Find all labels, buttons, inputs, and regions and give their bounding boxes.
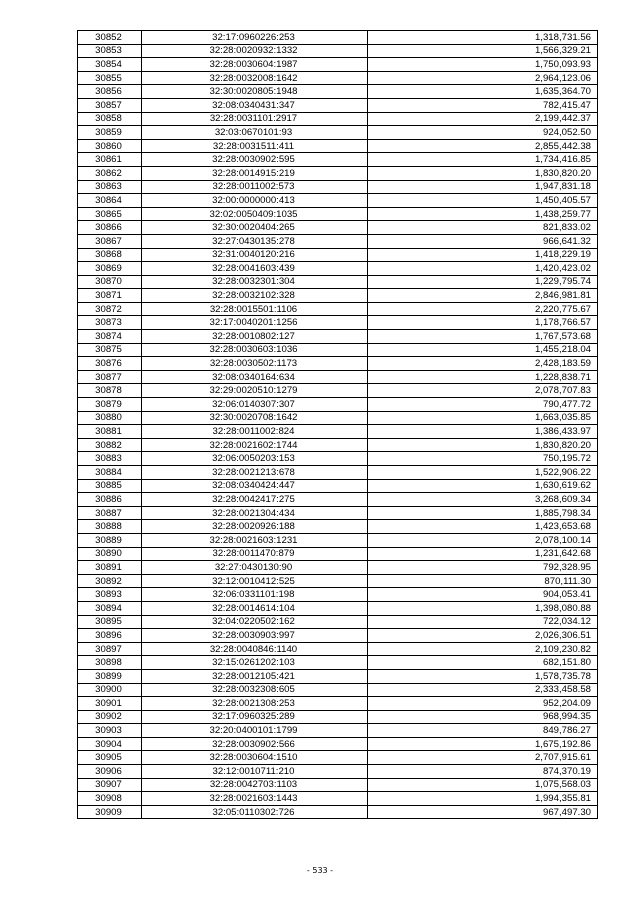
amount-cell: 1,423,653.68 bbox=[368, 520, 598, 534]
amount-cell: 1,420,423.02 bbox=[368, 262, 598, 276]
amount-cell: 790,477.72 bbox=[368, 398, 598, 412]
table-row bbox=[78, 805, 598, 819]
row-number-cell: 30870 bbox=[78, 275, 142, 289]
cadastral-number-cell: 32:28:0011470:879 bbox=[142, 547, 368, 561]
amount-cell: 2,428,183.59 bbox=[368, 357, 598, 371]
amount-cell: 1,675,192.86 bbox=[368, 737, 598, 751]
row-number-cell: 30862 bbox=[78, 166, 142, 180]
table-row bbox=[78, 112, 598, 126]
table-body bbox=[78, 31, 598, 819]
cadastral-number-cell: 32:28:0020926:188 bbox=[142, 520, 368, 534]
row-number-cell: 30877 bbox=[78, 370, 142, 384]
amount-cell: 1,231,642.68 bbox=[368, 547, 598, 561]
cadastral-number-cell: 32:28:0021213:678 bbox=[142, 466, 368, 480]
table-row bbox=[78, 669, 598, 683]
row-number-cell: 30861 bbox=[78, 153, 142, 167]
table-row bbox=[78, 574, 598, 588]
amount-cell: 849,786.27 bbox=[368, 724, 598, 738]
row-number-cell: 30891 bbox=[78, 561, 142, 575]
row-number-cell: 30855 bbox=[78, 71, 142, 85]
cadastral-number-cell: 32:20:0400101:1799 bbox=[142, 724, 368, 738]
row-number-cell: 30872 bbox=[78, 302, 142, 316]
cadastral-number-cell: 32:12:0010711:210 bbox=[142, 765, 368, 779]
table-row bbox=[78, 724, 598, 738]
amount-cell: 904,053.41 bbox=[368, 588, 598, 602]
table-row bbox=[78, 778, 598, 792]
row-number-cell: 30904 bbox=[78, 737, 142, 751]
row-number-cell: 30868 bbox=[78, 248, 142, 262]
table-row bbox=[78, 207, 598, 221]
amount-cell: 2,333,458.58 bbox=[368, 683, 598, 697]
amount-cell: 1,566,329.21 bbox=[368, 44, 598, 58]
cadastral-number-cell: 32:28:0011002:573 bbox=[142, 180, 368, 194]
cadastral-number-cell: 32:06:0050203:153 bbox=[142, 452, 368, 466]
row-number-cell: 30899 bbox=[78, 669, 142, 683]
row-number-cell: 30905 bbox=[78, 751, 142, 765]
cadastral-number-cell: 32:28:0030902:566 bbox=[142, 737, 368, 751]
row-number-cell: 30882 bbox=[78, 438, 142, 452]
row-number-cell: 30876 bbox=[78, 357, 142, 371]
table-row bbox=[78, 139, 598, 153]
table-row bbox=[78, 588, 598, 602]
row-number-cell: 30889 bbox=[78, 533, 142, 547]
row-number-cell: 30907 bbox=[78, 778, 142, 792]
row-number-cell: 30898 bbox=[78, 656, 142, 670]
amount-cell: 722,034.12 bbox=[368, 615, 598, 629]
row-number-cell: 30887 bbox=[78, 506, 142, 520]
row-number-cell: 30892 bbox=[78, 574, 142, 588]
table-row bbox=[78, 343, 598, 357]
table-row bbox=[78, 384, 598, 398]
row-number-cell: 30865 bbox=[78, 207, 142, 221]
amount-cell: 1,228,838.71 bbox=[368, 370, 598, 384]
table-row bbox=[78, 792, 598, 806]
table-row bbox=[78, 697, 598, 711]
amount-cell: 821,833.02 bbox=[368, 221, 598, 235]
table-row bbox=[78, 221, 598, 235]
table-row bbox=[78, 302, 598, 316]
row-number-cell: 30853 bbox=[78, 44, 142, 58]
table-row bbox=[78, 656, 598, 670]
table-row bbox=[78, 166, 598, 180]
table-row bbox=[78, 683, 598, 697]
table-row bbox=[78, 398, 598, 412]
table-row bbox=[78, 615, 598, 629]
row-number-cell: 30903 bbox=[78, 724, 142, 738]
row-number-cell: 30902 bbox=[78, 710, 142, 724]
amount-cell: 792,328.95 bbox=[368, 561, 598, 575]
amount-cell: 1,830,820.20 bbox=[368, 438, 598, 452]
row-number-cell: 30883 bbox=[78, 452, 142, 466]
row-number-cell: 30860 bbox=[78, 139, 142, 153]
table-row bbox=[78, 411, 598, 425]
table-row bbox=[78, 316, 598, 330]
table-row bbox=[78, 262, 598, 276]
amount-cell: 3,268,609.34 bbox=[368, 493, 598, 507]
table-row bbox=[78, 31, 598, 45]
cadastral-number-cell: 32:28:0014614:104 bbox=[142, 601, 368, 615]
row-number-cell: 30875 bbox=[78, 343, 142, 357]
row-number-cell: 30897 bbox=[78, 642, 142, 656]
table-row bbox=[78, 479, 598, 493]
table-row bbox=[78, 493, 598, 507]
table-row bbox=[78, 153, 598, 167]
row-number-cell: 30901 bbox=[78, 697, 142, 711]
row-number-cell: 30874 bbox=[78, 330, 142, 344]
cadastral-number-cell: 32:12:0010412:525 bbox=[142, 574, 368, 588]
table-row bbox=[78, 58, 598, 72]
amount-cell: 1,522,906.22 bbox=[368, 466, 598, 480]
table-row bbox=[78, 234, 598, 248]
row-number-cell: 30886 bbox=[78, 493, 142, 507]
amount-cell: 1,075,568.03 bbox=[368, 778, 598, 792]
row-number-cell: 30878 bbox=[78, 384, 142, 398]
cadastral-number-cell: 32:03:0670101:93 bbox=[142, 126, 368, 140]
table-row bbox=[78, 71, 598, 85]
cadastral-number-cell: 32:08:0340424:447 bbox=[142, 479, 368, 493]
row-number-cell: 30895 bbox=[78, 615, 142, 629]
amount-cell: 2,026,306.51 bbox=[368, 629, 598, 643]
cadastral-number-cell: 32:28:0021602:1744 bbox=[142, 438, 368, 452]
cadastral-number-cell: 32:28:0030902:595 bbox=[142, 153, 368, 167]
cadastral-number-cell: 32:28:0032008:1642 bbox=[142, 71, 368, 85]
table-row bbox=[78, 561, 598, 575]
table-row bbox=[78, 126, 598, 140]
amount-cell: 2,078,100.14 bbox=[368, 533, 598, 547]
table-row bbox=[78, 330, 598, 344]
cadastral-number-cell: 32:27:0430130:90 bbox=[142, 561, 368, 575]
cadastral-number-cell: 32:28:0031511:411 bbox=[142, 139, 368, 153]
row-number-cell: 30908 bbox=[78, 792, 142, 806]
row-number-cell: 30890 bbox=[78, 547, 142, 561]
row-number-cell: 30869 bbox=[78, 262, 142, 276]
amount-cell: 1,830,820.20 bbox=[368, 166, 598, 180]
table-row bbox=[78, 275, 598, 289]
row-number-cell: 30858 bbox=[78, 112, 142, 126]
row-number-cell: 30900 bbox=[78, 683, 142, 697]
amount-cell: 2,220,775.67 bbox=[368, 302, 598, 316]
table-row bbox=[78, 194, 598, 208]
cadastral-number-cell: 32:28:0021603:1443 bbox=[142, 792, 368, 806]
row-number-cell: 30879 bbox=[78, 398, 142, 412]
cadastral-number-cell: 32:17:0960325:289 bbox=[142, 710, 368, 724]
amount-cell: 968,994.35 bbox=[368, 710, 598, 724]
cadastral-number-cell: 32:08:0340431:347 bbox=[142, 98, 368, 112]
table-row bbox=[78, 710, 598, 724]
cadastral-number-cell: 32:29:0020510:1279 bbox=[142, 384, 368, 398]
row-number-cell: 30852 bbox=[78, 31, 142, 45]
amount-cell: 1,178,766.57 bbox=[368, 316, 598, 330]
cadastral-number-cell: 32:02:0050409:1035 bbox=[142, 207, 368, 221]
table-row bbox=[78, 98, 598, 112]
table-row bbox=[78, 642, 598, 656]
cadastral-number-cell: 32:30:0020805:1948 bbox=[142, 85, 368, 99]
row-number-cell: 30894 bbox=[78, 601, 142, 615]
cadastral-number-cell: 32:28:0040846:1140 bbox=[142, 642, 368, 656]
table-row bbox=[78, 506, 598, 520]
row-number-cell: 30893 bbox=[78, 588, 142, 602]
amount-cell: 1,229,795.74 bbox=[368, 275, 598, 289]
table-row bbox=[78, 248, 598, 262]
row-number-cell: 30885 bbox=[78, 479, 142, 493]
cadastral-number-cell: 32:28:0010802:127 bbox=[142, 330, 368, 344]
amount-cell: 966,641.32 bbox=[368, 234, 598, 248]
amount-cell: 1,450,405.57 bbox=[368, 194, 598, 208]
cadastral-number-cell: 32:28:0021603:1231 bbox=[142, 533, 368, 547]
amount-cell: 2,855,442.38 bbox=[368, 139, 598, 153]
table-row bbox=[78, 765, 598, 779]
amount-cell: 952,204.09 bbox=[368, 697, 598, 711]
cadastral-number-cell: 32:28:0032301:304 bbox=[142, 275, 368, 289]
table-row bbox=[78, 737, 598, 751]
amount-cell: 874,370.19 bbox=[368, 765, 598, 779]
amount-cell: 924,052.50 bbox=[368, 126, 598, 140]
cadastral-number-cell: 32:28:0014915:219 bbox=[142, 166, 368, 180]
cadastral-number-cell: 32:17:0960226:253 bbox=[142, 31, 368, 45]
amount-cell: 2,707,915.61 bbox=[368, 751, 598, 765]
cadastral-number-cell: 32:27:0430135:278 bbox=[142, 234, 368, 248]
cadastral-number-cell: 32:05:0110302:726 bbox=[142, 805, 368, 819]
cadastral-number-cell: 32:28:0042417:275 bbox=[142, 493, 368, 507]
cadastral-number-cell: 32:28:0012105:421 bbox=[142, 669, 368, 683]
amount-cell: 1,947,831.18 bbox=[368, 180, 598, 194]
row-number-cell: 30866 bbox=[78, 221, 142, 235]
amount-cell: 1,734,416.85 bbox=[368, 153, 598, 167]
amount-cell: 1,885,798.34 bbox=[368, 506, 598, 520]
row-number-cell: 30859 bbox=[78, 126, 142, 140]
row-number-cell: 30864 bbox=[78, 194, 142, 208]
amount-cell: 1,663,035.85 bbox=[368, 411, 598, 425]
cadastral-number-cell: 32:28:0030604:1510 bbox=[142, 751, 368, 765]
cadastral-number-cell: 32:30:0020708:1642 bbox=[142, 411, 368, 425]
table-row bbox=[78, 44, 598, 58]
table-row bbox=[78, 425, 598, 439]
row-number-cell: 30856 bbox=[78, 85, 142, 99]
cadastral-number-cell: 32:28:0021304:434 bbox=[142, 506, 368, 520]
table-row bbox=[78, 452, 598, 466]
amount-cell: 2,078,707.83 bbox=[368, 384, 598, 398]
table-row bbox=[78, 751, 598, 765]
row-number-cell: 30871 bbox=[78, 289, 142, 303]
cadastral-number-cell: 32:06:0140307:307 bbox=[142, 398, 368, 412]
data-table bbox=[77, 30, 598, 819]
table-row bbox=[78, 289, 598, 303]
amount-cell: 2,199,442.37 bbox=[368, 112, 598, 126]
table-row bbox=[78, 357, 598, 371]
amount-cell: 1,994,355.81 bbox=[368, 792, 598, 806]
table-row bbox=[78, 533, 598, 547]
amount-cell: 1,318,731.56 bbox=[368, 31, 598, 45]
row-number-cell: 30881 bbox=[78, 425, 142, 439]
amount-cell: 1,750,093.93 bbox=[368, 58, 598, 72]
cadastral-number-cell: 32:31:0040120:216 bbox=[142, 248, 368, 262]
row-number-cell: 30857 bbox=[78, 98, 142, 112]
amount-cell: 870,111.30 bbox=[368, 574, 598, 588]
amount-cell: 967,497.30 bbox=[368, 805, 598, 819]
amount-cell: 1,386,433.97 bbox=[368, 425, 598, 439]
cadastral-number-cell: 32:17:0040201:1256 bbox=[142, 316, 368, 330]
table-row bbox=[78, 601, 598, 615]
cadastral-number-cell: 32:28:0030903:997 bbox=[142, 629, 368, 643]
row-number-cell: 30888 bbox=[78, 520, 142, 534]
amount-cell: 1,398,080.88 bbox=[368, 601, 598, 615]
cadastral-number-cell: 32:08:0340164:634 bbox=[142, 370, 368, 384]
cadastral-number-cell: 32:28:0032308:605 bbox=[142, 683, 368, 697]
row-number-cell: 30884 bbox=[78, 466, 142, 480]
table-row bbox=[78, 85, 598, 99]
row-number-cell: 30906 bbox=[78, 765, 142, 779]
cadastral-number-cell: 32:28:0031101:2917 bbox=[142, 112, 368, 126]
row-number-cell: 30909 bbox=[78, 805, 142, 819]
cadastral-number-cell: 32:28:0030502:1173 bbox=[142, 357, 368, 371]
table-row bbox=[78, 547, 598, 561]
row-number-cell: 30854 bbox=[78, 58, 142, 72]
amount-cell: 750,195.72 bbox=[368, 452, 598, 466]
amount-cell: 782,415.47 bbox=[368, 98, 598, 112]
amount-cell: 1,635,364.70 bbox=[368, 85, 598, 99]
cadastral-number-cell: 32:28:0030603:1036 bbox=[142, 343, 368, 357]
amount-cell: 1,767,573.68 bbox=[368, 330, 598, 344]
cadastral-number-cell: 32:00:0000000:413 bbox=[142, 194, 368, 208]
amount-cell: 2,964,123.06 bbox=[368, 71, 598, 85]
row-number-cell: 30873 bbox=[78, 316, 142, 330]
amount-cell: 1,455,218.04 bbox=[368, 343, 598, 357]
cadastral-number-cell: 32:28:0041603:439 bbox=[142, 262, 368, 276]
amount-cell: 1,578,735.78 bbox=[368, 669, 598, 683]
cadastral-number-cell: 32:28:0015501:1106 bbox=[142, 302, 368, 316]
amount-cell: 682,151.80 bbox=[368, 656, 598, 670]
table-row bbox=[78, 180, 598, 194]
page-number: - 533 - bbox=[306, 866, 334, 875]
cadastral-number-cell: 32:06:0331101:198 bbox=[142, 588, 368, 602]
table-row bbox=[78, 370, 598, 384]
row-number-cell: 30896 bbox=[78, 629, 142, 643]
amount-cell: 1,438,259.77 bbox=[368, 207, 598, 221]
row-number-cell: 30880 bbox=[78, 411, 142, 425]
cadastral-number-cell: 32:28:0042703:1103 bbox=[142, 778, 368, 792]
row-number-cell: 30863 bbox=[78, 180, 142, 194]
amount-cell: 2,109,230.82 bbox=[368, 642, 598, 656]
cadastral-number-cell: 32:15:0261202:103 bbox=[142, 656, 368, 670]
row-number-cell: 30867 bbox=[78, 234, 142, 248]
table-row bbox=[78, 520, 598, 534]
cadastral-number-cell: 32:28:0030604:1987 bbox=[142, 58, 368, 72]
amount-cell: 1,418,229.19 bbox=[368, 248, 598, 262]
table-row bbox=[78, 466, 598, 480]
table-row bbox=[78, 629, 598, 643]
cadastral-number-cell: 32:28:0032102:328 bbox=[142, 289, 368, 303]
cadastral-number-cell: 32:28:0020932:1332 bbox=[142, 44, 368, 58]
cadastral-number-cell: 32:04:0220502:162 bbox=[142, 615, 368, 629]
cadastral-number-cell: 32:30:0020404:265 bbox=[142, 221, 368, 235]
cadastral-number-cell: 32:28:0021308:253 bbox=[142, 697, 368, 711]
table-row bbox=[78, 438, 598, 452]
amount-cell: 1,630,619.62 bbox=[368, 479, 598, 493]
amount-cell: 2,846,981.81 bbox=[368, 289, 598, 303]
cadastral-number-cell: 32:28:0011002:824 bbox=[142, 425, 368, 439]
